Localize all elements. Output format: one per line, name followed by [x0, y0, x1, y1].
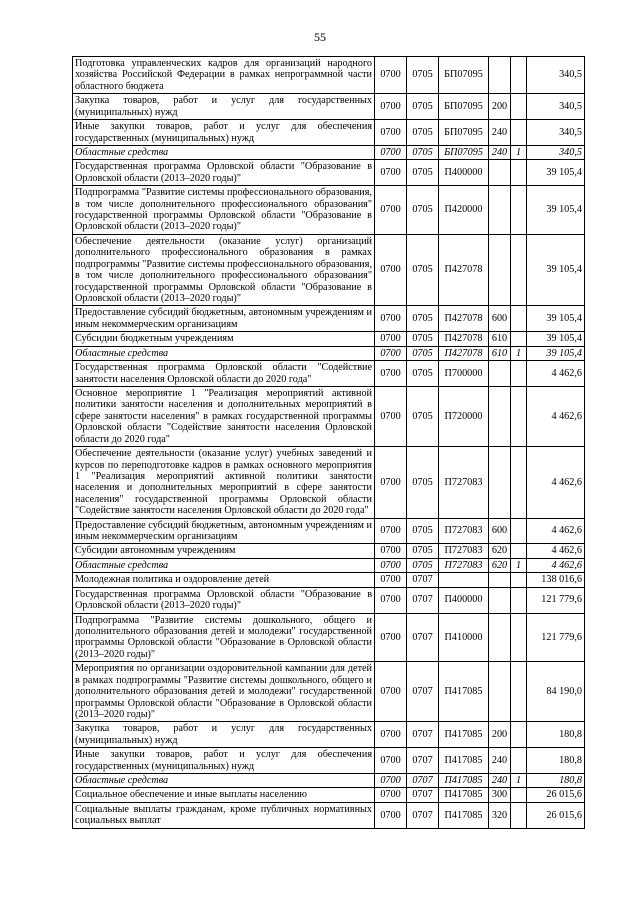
- table-row: [73, 518, 585, 544]
- row-target-article-code: П727083: [439, 447, 489, 519]
- row-subsection-code: 0707: [407, 587, 439, 613]
- row-expense-type-code: [489, 57, 511, 94]
- row-source-code: [511, 306, 527, 332]
- row-section-code: 0700: [375, 558, 407, 572]
- row-name: Молодежная политика и оздоровление детей: [73, 573, 375, 587]
- row-expense-type-code: 200: [489, 94, 511, 120]
- row-name: Иные закупки товаров, работ и услуг для обеспечения государственных (муниципальных) нужд: [73, 748, 375, 774]
- row-expense-type-code: 200: [489, 722, 511, 748]
- row-section-code: 0700: [375, 802, 407, 828]
- row-target-article-code: П427078: [439, 346, 489, 360]
- row-amount: 26 015,6: [527, 802, 585, 828]
- row-source-code: [511, 573, 527, 587]
- row-source-code: [511, 662, 527, 722]
- table-row: [73, 613, 585, 662]
- row-subsection-code: 0707: [407, 573, 439, 587]
- row-target-article-code: П417085: [439, 802, 489, 828]
- row-section-code: 0700: [375, 145, 407, 159]
- row-target-article-code: БП07095: [439, 94, 489, 120]
- row-expense-type-code: 610: [489, 346, 511, 360]
- row-amount: 4 462,6: [527, 518, 585, 544]
- row-subsection-code: 0705: [407, 361, 439, 387]
- row-target-article-code: П417085: [439, 788, 489, 802]
- row-name: Субсидии бюджетным учреждениям: [73, 332, 375, 346]
- row-name: Областные средства: [73, 346, 375, 360]
- row-section-code: 0700: [375, 346, 407, 360]
- row-section-code: 0700: [375, 613, 407, 662]
- row-expense-type-code: 300: [489, 788, 511, 802]
- table-row: [73, 94, 585, 120]
- row-target-article-code: БП07095: [439, 120, 489, 146]
- row-target-article-code: П727083: [439, 518, 489, 544]
- row-section-code: 0700: [375, 447, 407, 519]
- row-amount: 340,5: [527, 94, 585, 120]
- row-amount: 180,8: [527, 774, 585, 788]
- row-subsection-code: 0705: [407, 518, 439, 544]
- row-expense-type-code: [489, 386, 511, 446]
- row-target-article-code: БП07095: [439, 145, 489, 159]
- row-name: Иные закупки товаров, работ и услуг для обеспечения государственных (муниципальных) нужд: [73, 120, 375, 146]
- row-subsection-code: 0705: [407, 306, 439, 332]
- row-section-code: 0700: [375, 573, 407, 587]
- row-section-code: 0700: [375, 306, 407, 332]
- row-subsection-code: 0707: [407, 662, 439, 722]
- table-row: [73, 346, 585, 360]
- row-subsection-code: 0705: [407, 386, 439, 446]
- row-source-code: [511, 94, 527, 120]
- row-target-article-code: П400000: [439, 587, 489, 613]
- row-subsection-code: 0707: [407, 802, 439, 828]
- row-expense-type-code: 240: [489, 120, 511, 146]
- budget-table: [72, 56, 585, 829]
- row-subsection-code: 0705: [407, 94, 439, 120]
- row-expense-type-code: [489, 234, 511, 306]
- row-section-code: 0700: [375, 788, 407, 802]
- row-amount: 4 462,6: [527, 447, 585, 519]
- row-name: Предоставление субсидий бюджетным, автономным учреждениям и иным некоммерческим организациям: [73, 518, 375, 544]
- row-subsection-code: 0707: [407, 788, 439, 802]
- table-row: [73, 160, 585, 186]
- row-section-code: 0700: [375, 120, 407, 146]
- table-row: [73, 332, 585, 346]
- row-section-code: 0700: [375, 361, 407, 387]
- row-subsection-code: 0705: [407, 234, 439, 306]
- row-amount: 4 462,6: [527, 558, 585, 572]
- row-name: Государственная программа Орловской области "Содействие занятости населения Орловской области до 2020 года": [73, 361, 375, 387]
- row-subsection-code: 0705: [407, 120, 439, 146]
- row-target-article-code: П427078: [439, 234, 489, 306]
- row-amount: 340,5: [527, 145, 585, 159]
- table-row: [73, 558, 585, 572]
- row-name: Областные средства: [73, 145, 375, 159]
- row-expense-type-code: 240: [489, 748, 511, 774]
- row-name: Закупка товаров, работ и услуг для государственных (муниципальных) нужд: [73, 94, 375, 120]
- table-row: [73, 306, 585, 332]
- table-row: [73, 57, 585, 94]
- row-amount: 4 462,6: [527, 544, 585, 558]
- row-expense-type-code: 240: [489, 145, 511, 159]
- row-target-article-code: [439, 573, 489, 587]
- row-name: Областные средства: [73, 558, 375, 572]
- row-source-code: [511, 518, 527, 544]
- table-row: [73, 748, 585, 774]
- row-expense-type-code: 620: [489, 558, 511, 572]
- row-amount: 180,8: [527, 748, 585, 774]
- table-row: [73, 774, 585, 788]
- row-amount: 340,5: [527, 57, 585, 94]
- row-expense-type-code: 240: [489, 774, 511, 788]
- row-expense-type-code: [489, 160, 511, 186]
- row-source-code: [511, 57, 527, 94]
- row-section-code: 0700: [375, 518, 407, 544]
- table-row: [73, 145, 585, 159]
- row-target-article-code: П400000: [439, 160, 489, 186]
- row-subsection-code: 0707: [407, 748, 439, 774]
- row-subsection-code: 0705: [407, 447, 439, 519]
- row-source-code: [511, 722, 527, 748]
- row-subsection-code: 0705: [407, 57, 439, 94]
- row-section-code: 0700: [375, 544, 407, 558]
- row-amount: 39 105,4: [527, 160, 585, 186]
- row-subsection-code: 0707: [407, 722, 439, 748]
- row-source-code: 1: [511, 774, 527, 788]
- row-expense-type-code: [489, 587, 511, 613]
- row-section-code: 0700: [375, 332, 407, 346]
- row-target-article-code: П417085: [439, 748, 489, 774]
- row-target-article-code: П417085: [439, 722, 489, 748]
- row-section-code: 0700: [375, 748, 407, 774]
- row-name: Государственная программа Орловской области "Образование в Орловской области (2013–2020 годы)": [73, 160, 375, 186]
- budget-table-body: [73, 57, 585, 829]
- row-source-code: [511, 186, 527, 235]
- row-amount: 340,5: [527, 120, 585, 146]
- row-target-article-code: П700000: [439, 361, 489, 387]
- row-section-code: 0700: [375, 386, 407, 446]
- row-source-code: 1: [511, 145, 527, 159]
- row-expense-type-code: [489, 613, 511, 662]
- row-subsection-code: 0705: [407, 145, 439, 159]
- row-subsection-code: 0705: [407, 332, 439, 346]
- row-amount: 39 105,4: [527, 234, 585, 306]
- page-number: 55: [314, 30, 326, 44]
- row-name: Государственная программа Орловской области "Образование в Орловской области (2013–2020 годы)": [73, 587, 375, 613]
- row-source-code: [511, 160, 527, 186]
- row-subsection-code: 0705: [407, 346, 439, 360]
- row-amount: 121 779,6: [527, 587, 585, 613]
- table-row: [73, 447, 585, 519]
- row-section-code: 0700: [375, 774, 407, 788]
- row-name: Подпрограмма "Развитие системы профессионального образования, в том числе дополнительного профессионального образования" государственной программы Орловской области "Образование в Орловской области (2013–2020 годы)": [73, 186, 375, 235]
- table-row: [73, 788, 585, 802]
- row-target-article-code: П417085: [439, 662, 489, 722]
- row-expense-type-code: [489, 662, 511, 722]
- row-name: Мероприятия по организации оздоровительной кампании для детей в рамках подпрограммы "Развитие системы дошкольного, общего и дополнительного образования детей и молодежи" государственной программы Орловской области "Образование в Орловской области (2013–2020 годы)": [73, 662, 375, 722]
- row-subsection-code: 0707: [407, 774, 439, 788]
- row-section-code: 0700: [375, 186, 407, 235]
- row-expense-type-code: [489, 361, 511, 387]
- row-section-code: 0700: [375, 160, 407, 186]
- row-subsection-code: 0705: [407, 186, 439, 235]
- row-section-code: 0700: [375, 722, 407, 748]
- row-expense-type-code: 610: [489, 332, 511, 346]
- table-row: [73, 234, 585, 306]
- table-row: [73, 544, 585, 558]
- row-source-code: [511, 332, 527, 346]
- row-target-article-code: П427078: [439, 306, 489, 332]
- row-source-code: [511, 120, 527, 146]
- table-row: [73, 662, 585, 722]
- row-amount: 138 016,6: [527, 573, 585, 587]
- row-source-code: [511, 788, 527, 802]
- row-section-code: 0700: [375, 234, 407, 306]
- row-source-code: [511, 234, 527, 306]
- row-target-article-code: П727083: [439, 544, 489, 558]
- row-amount: 39 105,4: [527, 186, 585, 235]
- row-target-article-code: П410000: [439, 613, 489, 662]
- row-name: Основное мероприятие 1 "Реализация мероприятий активной политики занятости населения и дополнительных мероприятий в сфере занятости населения" в рамках государственной программы Орловской области "Содействие занятости населения Орловской области до 2020 года": [73, 386, 375, 446]
- row-name: Областные средства: [73, 774, 375, 788]
- row-section-code: 0700: [375, 662, 407, 722]
- row-expense-type-code: [489, 186, 511, 235]
- row-source-code: [511, 802, 527, 828]
- row-expense-type-code: 600: [489, 306, 511, 332]
- row-name: Закупка товаров, работ и услуг для государственных (муниципальных) нужд: [73, 722, 375, 748]
- row-amount: 39 105,4: [527, 332, 585, 346]
- row-name: Субсидии автономным учреждениям: [73, 544, 375, 558]
- row-amount: 26 015,6: [527, 788, 585, 802]
- row-source-code: [511, 544, 527, 558]
- row-source-code: [511, 613, 527, 662]
- row-section-code: 0700: [375, 57, 407, 94]
- row-name: Подготовка управленческих кадров для организаций народного хозяйства Российской Федерации в рамках непрограммной части областного бюджета: [73, 57, 375, 94]
- row-amount: 84 190,0: [527, 662, 585, 722]
- row-source-code: [511, 447, 527, 519]
- row-name: Предоставление субсидий бюджетным, автономным учреждениям и иным некоммерческим организациям: [73, 306, 375, 332]
- row-name: Социальные выплаты гражданам, кроме публичных нормативных социальных выплат: [73, 802, 375, 828]
- table-row: [73, 587, 585, 613]
- row-name: Социальное обеспечение и иные выплаты населению: [73, 788, 375, 802]
- table-row: [73, 573, 585, 587]
- row-section-code: 0700: [375, 587, 407, 613]
- row-target-article-code: П420000: [439, 186, 489, 235]
- row-expense-type-code: 320: [489, 802, 511, 828]
- table-row: [73, 802, 585, 828]
- table-row: [73, 386, 585, 446]
- row-expense-type-code: [489, 447, 511, 519]
- row-subsection-code: 0705: [407, 544, 439, 558]
- row-source-code: [511, 587, 527, 613]
- row-expense-type-code: 600: [489, 518, 511, 544]
- row-target-article-code: П427078: [439, 332, 489, 346]
- row-section-code: 0700: [375, 94, 407, 120]
- row-target-article-code: П417085: [439, 774, 489, 788]
- row-name: Обеспечение деятельности (оказание услуг) учебных заведений и курсов по переподготовке кадров в рамках основного мероприятия 1 "Реализация мероприятий активной политики занятости населения и дополнительных мероприятий в сфере занятости населения" государственной программы Орловской области "Содействие занятости населения Орловской области до 2020 года": [73, 447, 375, 519]
- row-target-article-code: П720000: [439, 386, 489, 446]
- row-name: Подпрограмма "Развитие системы дошкольного, общего и дополнительного образования детей и молодежи" государственной программы Орловской области "Образование в Орловской области (2013–2020 годы)": [73, 613, 375, 662]
- row-expense-type-code: 620: [489, 544, 511, 558]
- row-source-code: [511, 748, 527, 774]
- table-row: [73, 120, 585, 146]
- row-target-article-code: П727083: [439, 558, 489, 572]
- table-row: [73, 361, 585, 387]
- row-amount: 4 462,6: [527, 361, 585, 387]
- row-subsection-code: 0705: [407, 558, 439, 572]
- row-amount: 39 105,4: [527, 346, 585, 360]
- row-amount: 121 779,6: [527, 613, 585, 662]
- row-target-article-code: БП07095: [439, 57, 489, 94]
- row-amount: 4 462,6: [527, 386, 585, 446]
- row-subsection-code: 0705: [407, 160, 439, 186]
- row-source-code: [511, 386, 527, 446]
- table-row: [73, 186, 585, 235]
- table-row: [73, 722, 585, 748]
- row-source-code: 1: [511, 558, 527, 572]
- row-name: Обеспечение деятельности (оказание услуг) организаций дополнительного профессионального образования в рамках подпрограммы "Развитие системы профессионального образования, в том числе дополнительного профессионального образования" государственной программы Орловской области "Образование в Орловской области (2013–2020 годы)": [73, 234, 375, 306]
- row-amount: 39 105,4: [527, 306, 585, 332]
- row-expense-type-code: [489, 573, 511, 587]
- row-amount: 180,8: [527, 722, 585, 748]
- row-subsection-code: 0707: [407, 613, 439, 662]
- row-source-code: 1: [511, 346, 527, 360]
- row-source-code: [511, 361, 527, 387]
